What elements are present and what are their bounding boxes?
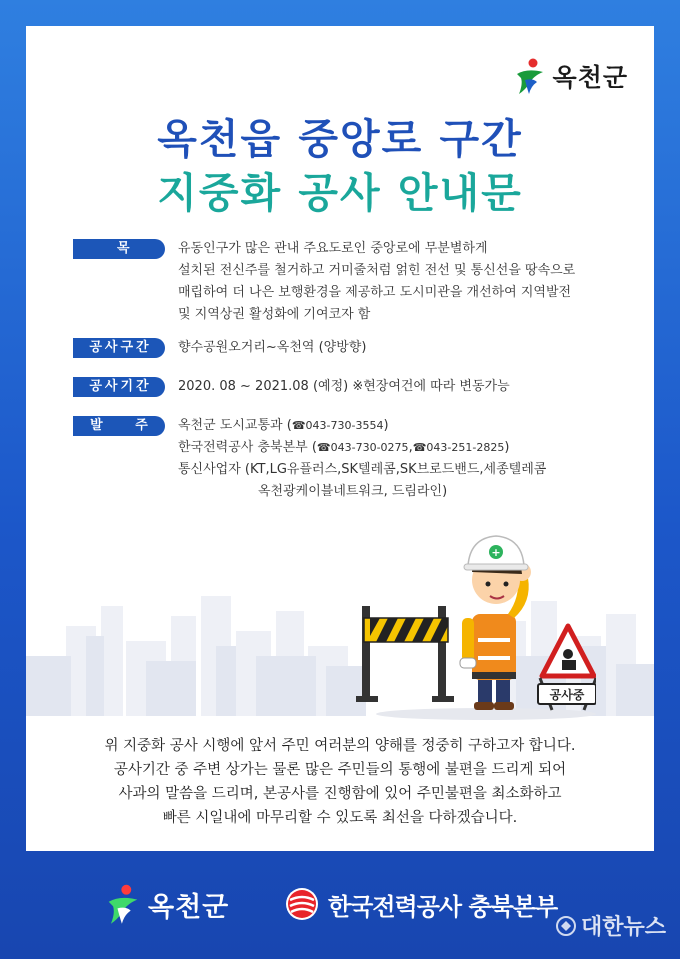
closing-line: 위 지중화 공사 시행에 앞서 주민 여러분의 양해를 정중히 구하고자 합니다. <box>104 738 576 754</box>
section-text: 향수공원오거리~옥천역 (양방향) <box>178 340 367 355</box>
phone-separator: , <box>408 440 413 455</box>
closing-line: 사과의 말씀을 드리며, 본공사를 진행함에 있어 주민불편을 최소화하고 <box>118 786 562 802</box>
client-line4: 옥천광케이블네트워크, 드림라인) <box>258 484 448 499</box>
footer-kepco-logo <box>284 886 557 922</box>
section-row <box>73 337 366 359</box>
client-line3: 통신사업자 (KT,LG유플러스,SK텔레콤,SK브로드밴드,세종텔레콤 <box>178 462 547 477</box>
okcheon-emblem-icon <box>513 56 547 96</box>
footer-logo1-text: 옥천군 <box>148 891 230 923</box>
section-label: 공사구간 <box>73 338 165 358</box>
purpose-label: 목 적 <box>73 239 165 259</box>
watermark-emblem-icon <box>555 915 577 937</box>
purpose-line: 유동인구가 많은 관내 주요도로인 중앙로에 무분별하게 <box>178 241 488 256</box>
period-label: 공사기간 <box>73 377 165 397</box>
closing-line: 공사기간 중 주변 상가는 물론 많은 주민들의 통행에 불편을 드리게 되어 <box>113 762 567 778</box>
footer-bar <box>0 868 680 959</box>
title-line-2: 지중화 공사 안내문 <box>157 169 523 217</box>
phone-number: ☎043-730-0275 <box>316 441 409 454</box>
purpose-line: 매립하여 더 나은 보행환경을 제공하고 도시미관을 개선하여 지역발전 <box>178 285 572 300</box>
client-line2-suffix: ) <box>504 440 510 455</box>
watermark-text: 대한뉴스 <box>580 915 666 940</box>
purpose-content <box>178 238 575 326</box>
helmet-cross-mark: + <box>491 546 501 559</box>
okcheon-logo <box>513 56 628 96</box>
purpose-line: 설치된 전신주를 철거하고 거미줄처럼 얽힌 전선 및 통신선을 땅속으로 <box>178 263 576 278</box>
logo-text: 옥천군 <box>552 63 628 92</box>
client-line1-suffix: ) <box>383 418 389 433</box>
news-watermark <box>555 910 666 941</box>
purpose-line: 및 지역상권 활성화에 기여코자 함 <box>178 307 371 322</box>
construction-worker-illustration <box>356 506 596 721</box>
client-row <box>73 415 546 503</box>
phone-number: ☎043-730-3554 <box>291 419 384 432</box>
phone-number: ☎043-251-2825 <box>412 441 505 454</box>
client-label: 발 주 처 <box>73 416 165 436</box>
client-line1-prefix: 옥천군 도시교통과 ( <box>178 418 292 433</box>
footer-okcheon-logo <box>104 882 229 926</box>
client-line2-prefix: 한국전력공사 충북본부 ( <box>178 440 317 455</box>
kepco-emblem-icon <box>284 886 320 922</box>
client-content <box>178 415 546 503</box>
title-line-1: 옥천읍 중앙로 구간 <box>157 115 523 163</box>
closing-line: 빠른 시일내에 마무리할 수 있도록 최선을 다하겠습니다. <box>162 810 518 826</box>
okcheon-emblem-icon <box>104 882 142 926</box>
period-row <box>73 376 510 398</box>
purpose-row <box>73 238 575 326</box>
closing-message <box>26 734 654 830</box>
notice-card <box>26 26 654 851</box>
period-text: 2020. 08 ~ 2021.08 (예정) ※현장여건에 따라 변동가능 <box>178 379 510 394</box>
footer-logo2-text: 한국전력공사 충북본부 <box>328 892 558 921</box>
construction-sign-text: 공사중 <box>549 688 585 702</box>
